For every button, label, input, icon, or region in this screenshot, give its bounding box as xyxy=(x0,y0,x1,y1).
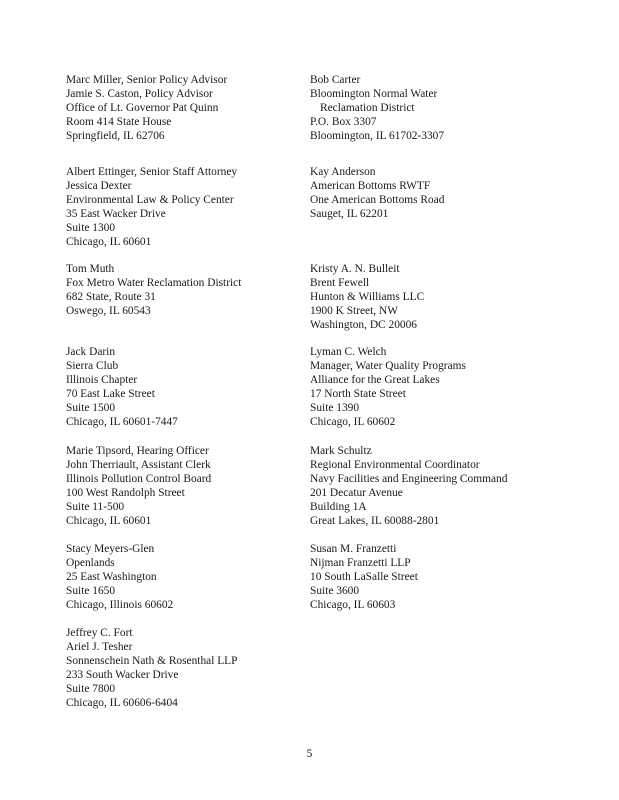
address-line: Suite 1300 xyxy=(66,221,116,234)
address-line: Chicago, IL 60603 xyxy=(310,598,396,611)
address-line: Navy Facilities and Engineering Command xyxy=(310,472,508,485)
address-line: Chicago, IL 60601 xyxy=(66,514,152,527)
address-line: 10 South LaSalle Street xyxy=(310,570,418,583)
address-line: American Bottoms RWTF xyxy=(310,179,431,192)
address-line: Jamie S. Caston, Policy Advisor xyxy=(66,87,213,100)
address-line: Fox Metro Water Reclamation District xyxy=(66,276,242,289)
address-line: 233 South Wacker Drive xyxy=(66,668,179,681)
address-line: Suite 1500 xyxy=(66,401,116,414)
address-line: Sauget, IL 62201 xyxy=(310,207,389,220)
address-line: Bob Carter xyxy=(310,74,361,86)
address-line: Marie Tipsord, Hearing Officer xyxy=(66,445,209,457)
address-line: Jeffrey C. Fort xyxy=(66,627,133,639)
address-line: 70 East Lake Street xyxy=(66,387,155,400)
address-line: Suite 11-500 xyxy=(66,500,125,513)
address-line: Albert Ettinger, Senior Staff Attorney xyxy=(66,166,238,178)
page-number: 5 xyxy=(306,748,313,760)
address-line: Suite 7800 xyxy=(66,682,116,695)
address-line: Washington, DC 20006 xyxy=(310,318,417,331)
address-line: Chicago, IL 60606-6404 xyxy=(66,696,178,709)
address-line: Tom Muth xyxy=(66,263,115,275)
address-block-susan-franzetti xyxy=(310,543,418,613)
address-line: Suite 1390 xyxy=(310,401,360,414)
address-line: John Therriault, Assistant Clerk xyxy=(66,458,211,471)
address-line: Oswego, IL 60543 xyxy=(66,304,151,317)
address-line: 25 East Washington xyxy=(66,570,157,583)
address-line: Reclamation District xyxy=(320,101,415,114)
address-line: Lyman C. Welch xyxy=(310,346,387,358)
address-block-jeffrey-fort xyxy=(66,627,237,710)
address-block-marie-tipsord xyxy=(66,445,211,528)
address-line: Bloomington Normal Water xyxy=(310,87,438,100)
address-line: 1900 K Street, NW xyxy=(310,304,398,317)
address-line: Regional Environmental Coordinator xyxy=(310,458,480,471)
address-line: Marc Miller, Senior Policy Advisor xyxy=(66,74,228,86)
address-line: Kristy A. N. Bulleit xyxy=(310,263,400,275)
address-line: Nijman Franzetti LLP xyxy=(310,556,411,569)
address-line: Illinois Chapter xyxy=(66,373,138,386)
address-line: Mark Schultz xyxy=(310,445,372,457)
address-line: Room 414 State House xyxy=(66,115,172,128)
address-block-tom-muth xyxy=(66,263,241,319)
address-line: Susan M. Franzetti xyxy=(310,543,397,555)
address-line: 682 State, Route 31 xyxy=(66,290,156,303)
address-line: Ariel J. Tesher xyxy=(66,640,133,653)
address-line: Illinois Pollution Control Board xyxy=(66,472,212,485)
address-line: Environmental Law & Policy Center xyxy=(66,193,234,206)
address-line: P.O. Box 3307 xyxy=(310,115,377,128)
address-line: Springfield, IL 62706 xyxy=(66,129,165,142)
address-line: Bloomington, IL 61702-3307 xyxy=(310,129,445,142)
address-line: Alliance for the Great Lakes xyxy=(310,373,440,386)
address-line: Jessica Dexter xyxy=(66,179,132,192)
address-block-jack-darin xyxy=(66,346,178,429)
address-block-stacy-meyers-glen xyxy=(66,543,173,613)
address-block-marc-miller xyxy=(66,74,227,144)
address-line: Openlands xyxy=(66,556,115,569)
address-line: Hunton & Williams LLC xyxy=(310,290,425,303)
address-line: Jack Darin xyxy=(66,346,116,358)
address-line: 35 East Wacker Drive xyxy=(66,207,166,220)
address-block-mark-schultz xyxy=(310,445,507,528)
address-block-albert-ettinger xyxy=(66,166,237,249)
address-block-kay-anderson xyxy=(310,166,444,222)
address-line: Chicago, Illinois 60602 xyxy=(66,598,174,611)
address-line: Sierra Club xyxy=(66,359,119,372)
address-line: Chicago, IL 60601 xyxy=(66,235,152,248)
address-line: Manager, Water Quality Programs xyxy=(310,359,466,372)
address-line: Brent Fewell xyxy=(310,276,370,289)
address-line: Chicago, IL 60602 xyxy=(310,415,396,428)
address-line: Suite 1650 xyxy=(66,584,116,597)
address-line: Kay Anderson xyxy=(310,166,376,178)
address-line: Stacy Meyers-Glen xyxy=(66,543,155,555)
address-line: 100 West Randolph Street xyxy=(66,486,185,499)
address-line: Building 1A xyxy=(310,500,367,513)
address-line: Chicago, IL 60601-7447 xyxy=(66,415,178,428)
address-line: Sonnenschein Nath & Rosenthal LLP xyxy=(66,654,238,667)
address-block-bob-carter xyxy=(310,74,444,144)
address-line: One American Bottoms Road xyxy=(310,193,445,206)
address-line: 201 Decatur Avenue xyxy=(310,486,403,499)
address-line: Great Lakes, IL 60088-2801 xyxy=(310,514,440,527)
address-block-kristy-bulleit xyxy=(310,263,424,333)
address-line: Suite 3600 xyxy=(310,584,360,597)
address-line: 17 North State Street xyxy=(310,387,406,400)
address-block-lyman-welch xyxy=(310,346,466,429)
address-line: Office of Lt. Governor Pat Quinn xyxy=(66,101,219,114)
